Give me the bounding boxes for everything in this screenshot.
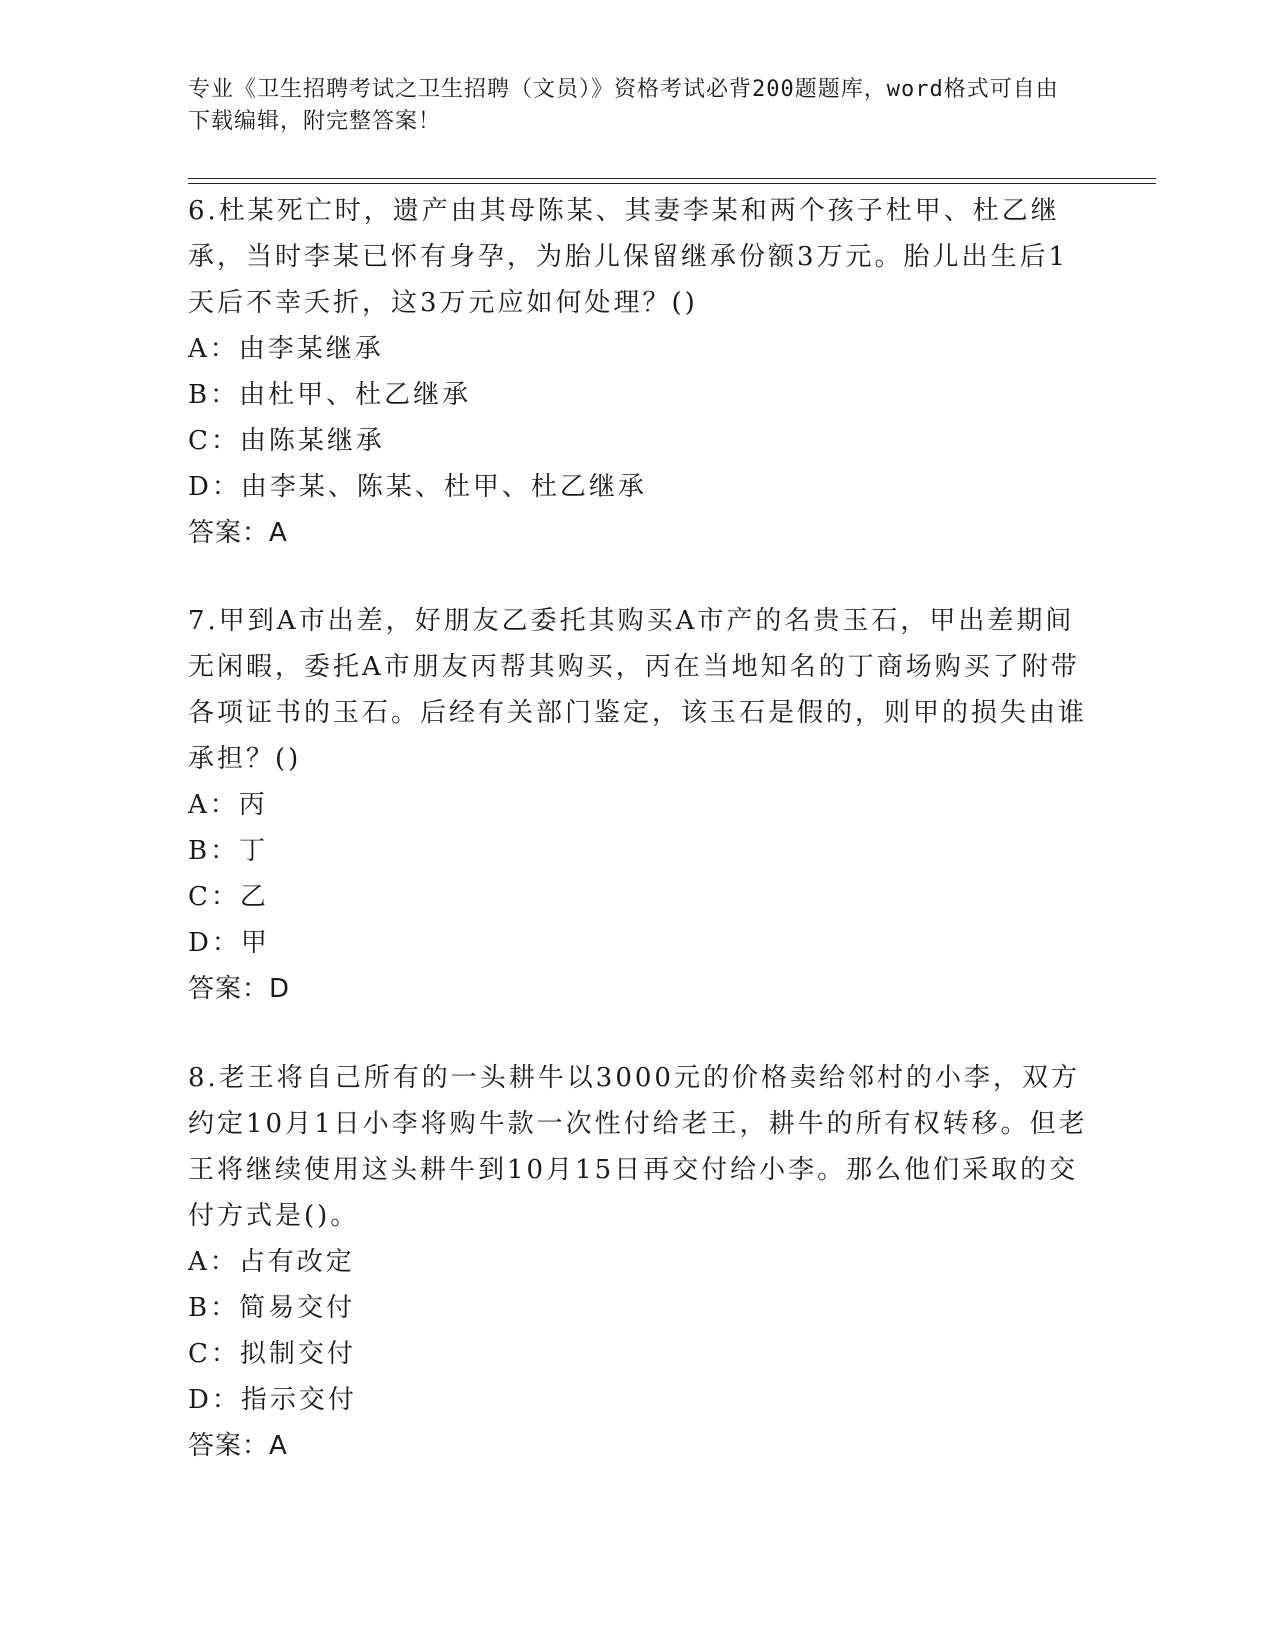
answer-line: 答案：A [188, 518, 288, 548]
option-d: D：指示交付 [188, 1385, 357, 1415]
option-c: C：乙 [188, 882, 269, 912]
question-stem: 6.杜某死亡时，遗产由其母陈某、其妻李某和两个孩子杜甲、杜乙继承，当时李某已怀有身孕，为胎儿保留继承份额3万元。胎儿出生后1天后不幸夭折，这3万元应如何处理？() [188, 196, 1069, 318]
option-a: A：占有改定 [188, 1247, 355, 1277]
answer-line: 答案：A [188, 1431, 288, 1461]
document-header-title: 专业《卫生招聘考试之卫生招聘（文员）》资格考试必背200题题库，word格式可自由下载编辑，附完整答案！ [188, 77, 1059, 134]
option-b: B：丁 [188, 836, 269, 866]
header-divider-bottom [188, 183, 1156, 184]
question-stem: 8.老王将自己所有的一头耕牛以3000元的价格卖给邻村的小李，双方约定10月1日小李将购牛款一次性付给老王，耕牛的所有权转移。但老王将继续使用这头耕牛到10月15日再交付给小李。那么他们采取的交付方式是()。 [188, 1063, 1088, 1231]
question-8 [188, 1055, 1088, 1469]
option-a: A：由李某继承 [188, 334, 384, 364]
option-c: C：拟制交付 [188, 1339, 356, 1369]
option-b: B：简易交付 [188, 1293, 356, 1323]
header-divider-top [188, 178, 1156, 179]
option-c: C：由陈某继承 [188, 426, 385, 456]
option-a: A：丙 [188, 790, 268, 820]
option-d: D：由李某、陈某、杜甲、杜乙继承 [188, 472, 647, 502]
option-b: B：由杜甲、杜乙继承 [188, 380, 472, 410]
question-stem: 7.甲到A市出差，好朋友乙委托其购买A市产的名贵玉石，甲出差期间无闲暇，委托A市朋友丙帮其购买，丙在当地知名的丁商场购买了附带各项证书的玉石。后经有关部门鉴定，该玉石是假的，则甲的损失由谁承担？() [188, 606, 1088, 774]
question-7 [188, 598, 1088, 1012]
question-6 [188, 188, 1088, 556]
option-d: D：甲 [188, 928, 270, 958]
answer-line: 答案：D [188, 974, 291, 1004]
